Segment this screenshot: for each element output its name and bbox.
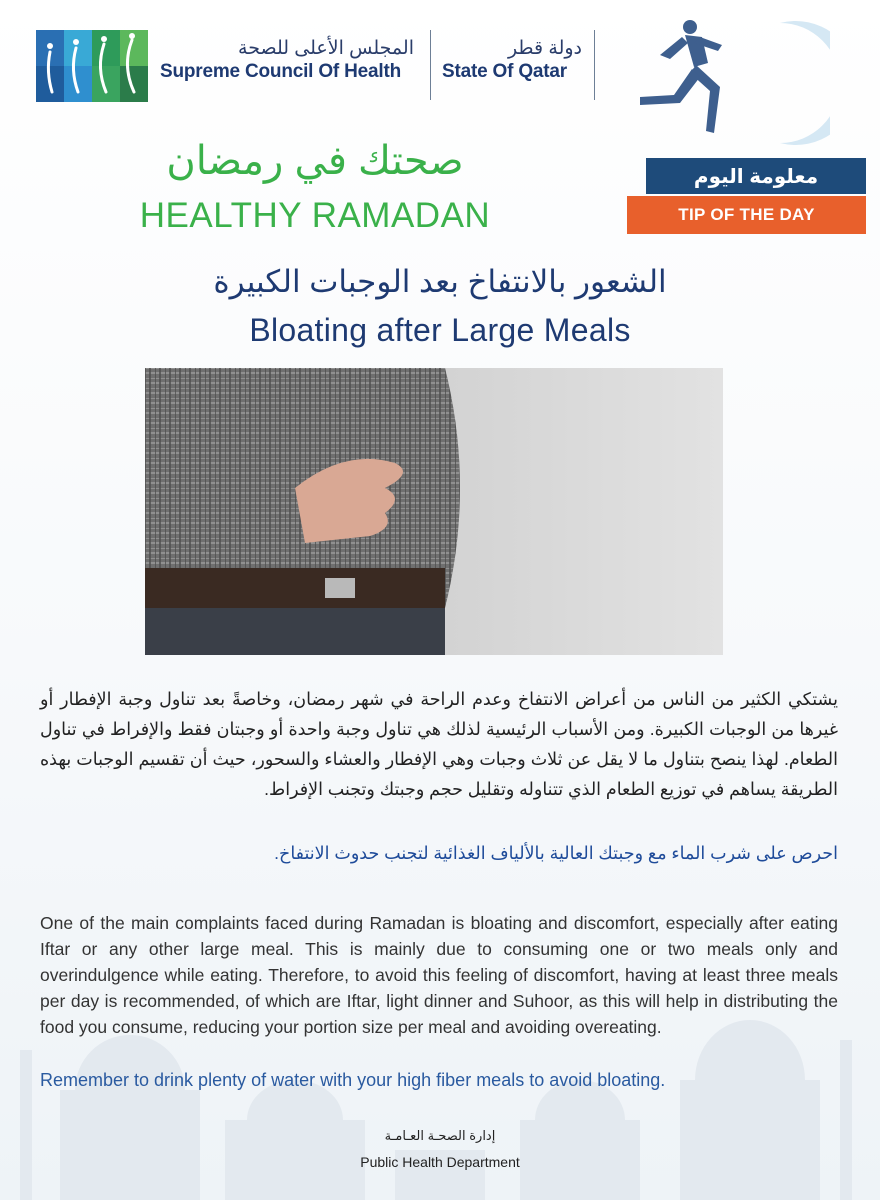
state-name-english: State Of Qatar [442,61,567,82]
reminder-note-arabic: احرص على شرب الماء مع وجبتك العالية بالألياف الغذائية لتجنب حدوث الانتفاخ. [274,843,838,863]
campaign-title-arabic: صحتك في رمضان [166,139,464,183]
header-divider [430,30,431,100]
header-divider-right [594,30,595,100]
article-heading-english: Bloating after Large Meals [249,312,631,348]
bloated-man-photo [145,368,723,655]
article-heading-arabic: الشعور بالانتفاخ بعد الوجبات الكبيرة [213,264,667,299]
state-name-block [442,38,582,84]
tip-of-day-english-banner: TIP OF THE DAY [627,196,866,234]
runner-crescent-icon [630,15,830,145]
council-name-arabic: المجلس الأعلى للصحة [238,38,414,59]
photo-illustration [145,368,723,655]
department-name-english: Public Health Department [360,1154,520,1170]
campaign-title-english: HEALTHY RAMADAN [139,196,491,235]
supreme-council-logo [36,30,148,102]
tip-of-day-arabic-banner: معلومة اليوم [646,158,866,194]
body-paragraph-english: One of the main complaints faced during Ramadan is bloating and discomfort, especially after eating Iftar or any other large meal. This is mainly due to consuming one or two meals only and overindulgence while eating. Therefore, to avoid this feeling of discomfort, having at least three meals per day is recommended, of which are Iftar, light dinner and Suhoor, as this will help in distributing the food you consume, reducing your portion size per meal and avoiding overeating. [40,913,838,1037]
state-name-arabic: دولة قطر [507,38,582,59]
body-paragraph-arabic: يشتكي الكثير من الناس من أعراض الانتفاخ وعدم الراحة في شهر رمضان، وخاصةً بعد تناول وجبة الإفطار أو غيرها من الوجبات الكبيرة. ومن الأسباب الرئيسية لذلك هي تناول وجبة واحدة أو وجبتان فقط والإفراط في تناول الطعام. لهذا ينصح بتناول ما لا يقل عن ثلاث وجبات وهي الإفطار والعشاء والسحور، حيث أن تقسيم الوجبات بهذه الطريقة يساهم في توزيع الطعام الذي تتناوله وتقليل حجم وجبتك وتجنب الإفراط. [40,689,838,799]
council-name-english: Supreme Council Of Health [160,61,401,82]
department-name-arabic: إدارة الصحـة العـامـة [384,1128,496,1143]
reminder-note-english: Remember to drink plenty of water with your high fiber meals to avoid bloating. [40,1070,666,1090]
council-name-block [160,38,414,84]
